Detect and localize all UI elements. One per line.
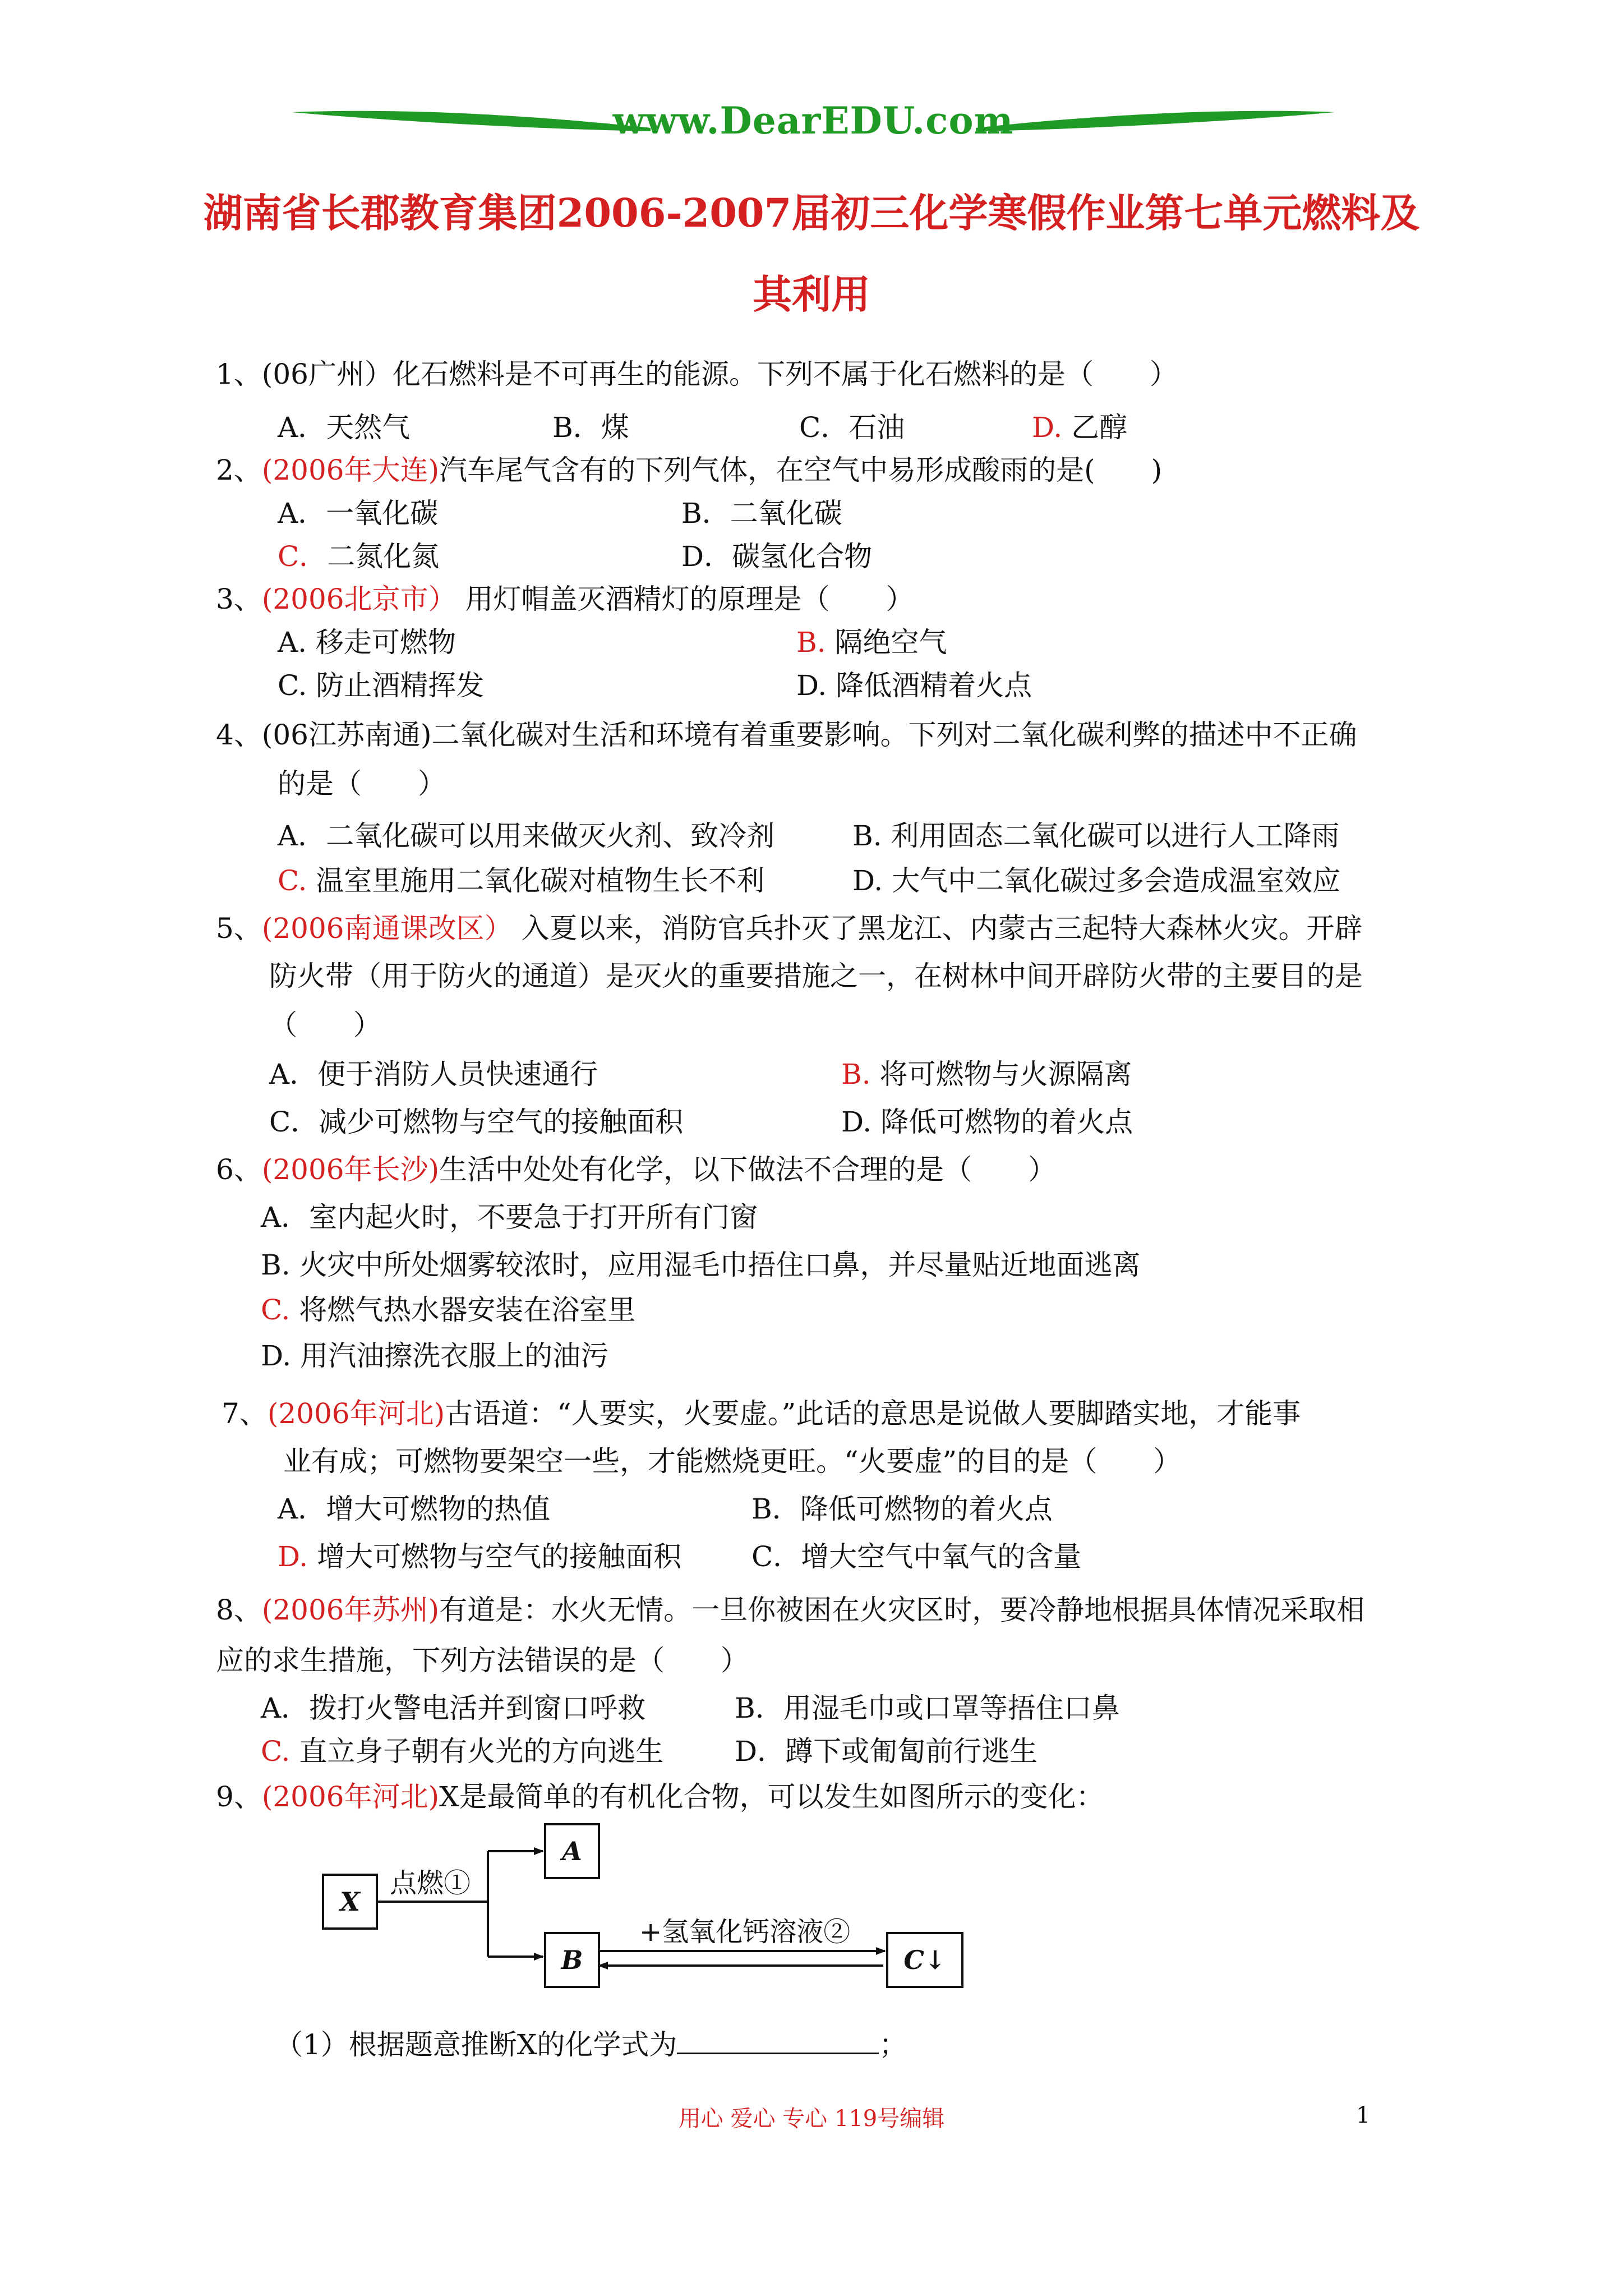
q8-number: 8、 bbox=[216, 1594, 262, 1626]
q8-option-d: D．蹲下或匍匐前行逃生 bbox=[735, 1735, 1038, 1768]
q1-option-a: A．天然气 bbox=[278, 411, 411, 444]
q2-option-a: A．一氧化碳 bbox=[278, 497, 439, 530]
q6-answer-letter: C. bbox=[261, 1294, 291, 1326]
q6-option-a: A．室内起火时，不要急于打开所有门窗 bbox=[261, 1201, 758, 1234]
q8-source: (2006年苏州) bbox=[261, 1594, 440, 1626]
q3-answer-letter: B. bbox=[796, 626, 826, 659]
q5-number: 5、 bbox=[216, 912, 262, 945]
q2-number: 2、 bbox=[216, 454, 262, 486]
q2-answer-letter: C． bbox=[278, 540, 328, 573]
q5-stem-line3: （ ） bbox=[269, 1009, 381, 1041]
q3-source: (2006北京市） bbox=[261, 583, 457, 615]
q1-stem: 1、(06广州）化石燃料是不可再生的能源。下列不属于化石燃料的是（ ） bbox=[216, 358, 1178, 390]
q9-sub1-text: （1）根据题意推断X的化学式为 bbox=[275, 2028, 677, 2061]
q2-option-c-text: 二氮化氮 bbox=[327, 540, 440, 573]
q4-option-c-text: 温室里施用二氧化碳对植物生长不利 bbox=[316, 864, 765, 897]
page-footer: 用心 爱心 专心 119号编辑 bbox=[678, 2106, 945, 2132]
q7-option-a: A．增大可燃物的热值 bbox=[278, 1493, 551, 1525]
page-number: 1 bbox=[1356, 2102, 1371, 2128]
q4-stem-line1: 4、(06江苏南通)二氧化碳对生活和环境有着重要影响。下列对二氧化碳利弊的描述中不正确 bbox=[216, 719, 1357, 751]
q7-answer-letter: D. bbox=[278, 1540, 308, 1573]
q4-answer-letter: C. bbox=[278, 864, 307, 897]
q7-option-d-text: 增大可燃物与空气的接触面积 bbox=[317, 1540, 682, 1573]
q6-number: 6、 bbox=[216, 1153, 262, 1186]
q3-option-b-text: 隔绝空气 bbox=[834, 626, 947, 659]
q7-source: (2006年河北) bbox=[267, 1397, 445, 1430]
q1-option-b: B．煤 bbox=[552, 411, 629, 444]
q9-box-c: C↓ bbox=[886, 1932, 963, 1988]
q9-box-a: A bbox=[544, 1823, 600, 1879]
q3-stem-text: 用灯帽盖灭酒精灯的原理是（ ） bbox=[465, 583, 914, 615]
q5-answer-letter: B. bbox=[841, 1058, 871, 1091]
q5-source: (2006南通课改区） bbox=[261, 912, 513, 945]
q1-answer-letter: D. bbox=[1032, 411, 1063, 444]
q4-option-a: A．二氧化碳可以用来做灭火剂、致冷剂 bbox=[278, 820, 775, 852]
q6-option-b: B. 火灾中所处烟雾较浓时，应用湿毛巾捂住口鼻，并尽量贴近地面逃离 bbox=[261, 1249, 1141, 1281]
q7-stem-line2: 业有成；可燃物要架空一些，才能燃烧更旺。“火要虚”的目的是（ ） bbox=[283, 1445, 1182, 1478]
q1-option-d-text: 乙醇 bbox=[1071, 411, 1128, 444]
q7-option-b: B．降低可燃物的着火点 bbox=[751, 1493, 1053, 1525]
q9-sub1-end: ； bbox=[879, 2028, 907, 2061]
q4-stem-line2: 的是（ ） bbox=[278, 767, 446, 800]
q5-stem-text: 入夏以来，消防官兵扑灭了黑龙江、内蒙古三起特大森林火灾。开辟 bbox=[521, 912, 1363, 945]
q8-option-a: A．拨打火警电活并到窗口呼救 bbox=[261, 1692, 646, 1724]
q8-stem-text: 有道是：水火无情。一旦你被困在火灾区时，要冷静地根据具体情况采取相 bbox=[439, 1594, 1365, 1626]
q3-number: 3、 bbox=[216, 583, 262, 615]
q3-option-c: C. 防止酒精挥发 bbox=[278, 669, 485, 702]
page-title-line1: 湖南省长郡教育集团2006-2007届初三化学寒假作业第七单元燃料及 bbox=[203, 190, 1420, 236]
q9-box-b: B bbox=[544, 1932, 600, 1988]
q5-option-d: D. 降低可燃物的着火点 bbox=[841, 1106, 1133, 1138]
q7-stem-text: 古语道：“人要实，火要虚。”此话的意思是说做人要脚踏实地，才能事 bbox=[445, 1397, 1301, 1430]
q8-answer-letter: C. bbox=[261, 1735, 291, 1768]
q1-option-c: C．石油 bbox=[799, 411, 905, 444]
q9-sub1 bbox=[275, 2028, 907, 2059]
q5-option-a: A．便于消防人员快速通行 bbox=[269, 1058, 598, 1091]
q9-number: 9、 bbox=[216, 1780, 262, 1813]
header-logo-text: www.DearEDU.com bbox=[612, 99, 1014, 142]
q4-option-b: B. 利用固态二氧化碳可以进行人工降雨 bbox=[852, 820, 1340, 852]
q5-stem-line2: 防火带（用于防火的通道）是灭火的重要措施之一，在树林中间开辟防火带的主要目的是 bbox=[269, 960, 1363, 992]
q6-stem-text: 生活中处处有化学，以下做法不合理的是（ ） bbox=[439, 1153, 1057, 1186]
page-title-line2: 其利用 bbox=[753, 271, 870, 318]
q4-option-d: D. 大气中二氧化碳过多会造成温室效应 bbox=[852, 864, 1341, 897]
q2-stem-text: 汽车尾气含有的下列气体，在空气中易形成酸雨的是( ) bbox=[439, 454, 1163, 486]
q7-number: 7、 bbox=[222, 1397, 268, 1430]
q8-option-c-text: 直立身子朝有火光的方向逃生 bbox=[299, 1735, 664, 1768]
q9-source: (2006年河北) bbox=[261, 1780, 440, 1813]
q6-source: (2006年长沙) bbox=[261, 1153, 440, 1186]
q9-stem-text: X是最简单的有机化合物，可以发生如图所示的变化： bbox=[439, 1780, 1104, 1813]
q2-option-d: D．碳氢化合物 bbox=[681, 540, 873, 573]
q8-option-b: B．用湿毛巾或口罩等捂住口鼻 bbox=[735, 1692, 1120, 1724]
q9-label-calcium-hydroxide: +氢氧化钙溶液② bbox=[639, 1916, 851, 1948]
q5-option-c: C．减少可燃物与空气的接触面积 bbox=[269, 1106, 684, 1138]
q9-sub1-answer-blank[interactable] bbox=[677, 2028, 879, 2054]
q5-option-b-text: 将可燃物与火源隔离 bbox=[879, 1058, 1132, 1091]
q9-label-ignite: 点燃① bbox=[390, 1867, 471, 1899]
q7-option-c: C．增大空气中氧气的含量 bbox=[751, 1540, 1082, 1573]
q9-box-x: X bbox=[322, 1874, 378, 1930]
q2-option-b: B．二氧化碳 bbox=[681, 497, 842, 530]
q3-option-a: A. 移走可燃物 bbox=[278, 626, 456, 659]
q8-stem-line2: 应的求生措施，下列方法错误的是（ ） bbox=[216, 1644, 749, 1677]
q2-source: (2006年大连) bbox=[261, 454, 440, 486]
q6-option-d: D. 用汽油擦洗衣服上的油污 bbox=[261, 1340, 609, 1372]
q3-option-d: D. 降低酒精着火点 bbox=[796, 669, 1032, 702]
q6-option-c-text: 将燃气热水器安装在浴室里 bbox=[299, 1294, 636, 1326]
